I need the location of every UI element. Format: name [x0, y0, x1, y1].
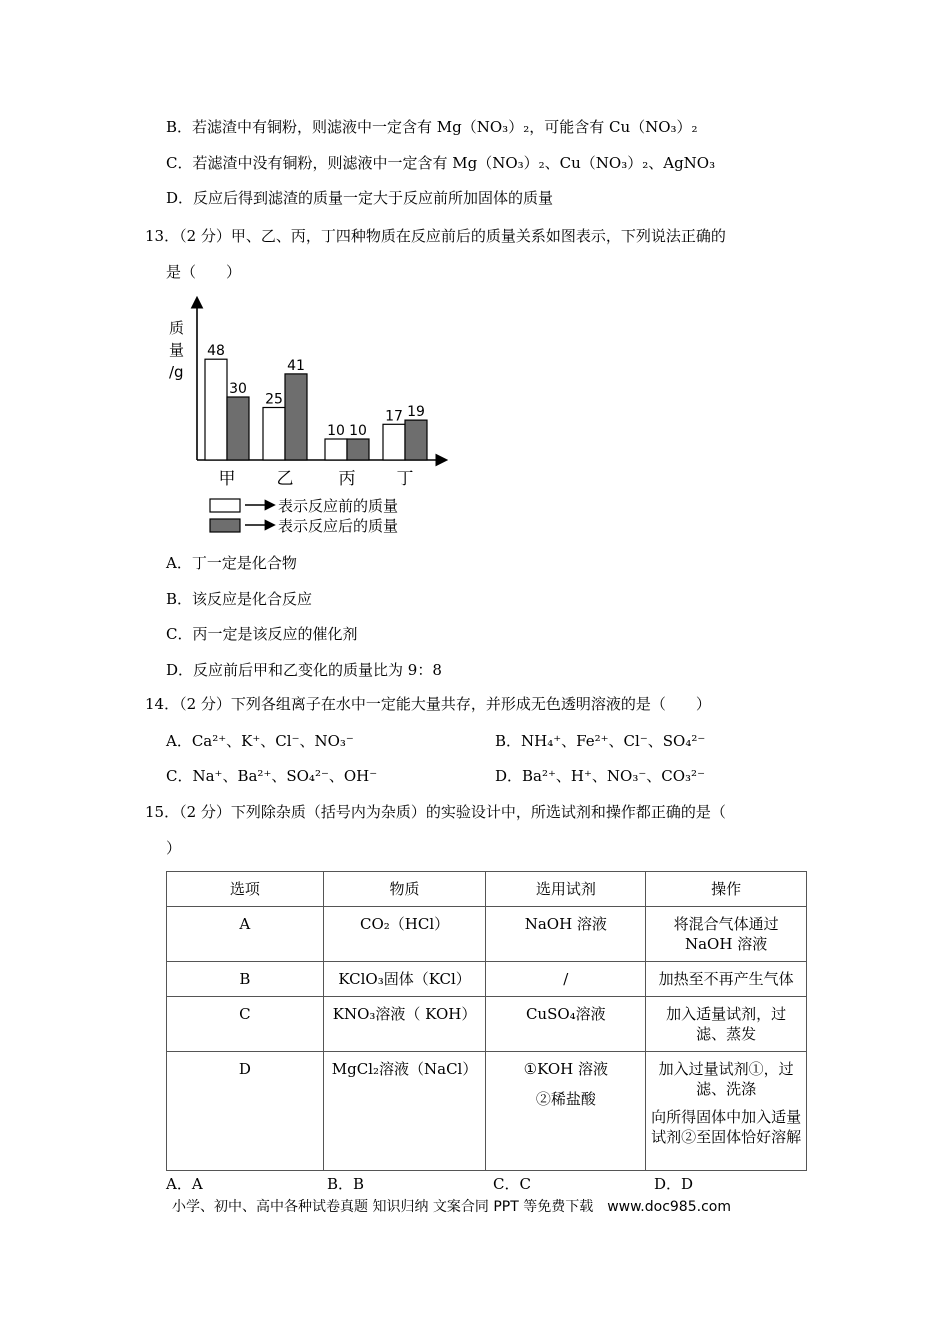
footer-download-note: 小学、初中、高中各种试卷真题 知识归纳 文案合同 PPT 等免费下载 www.doc985.com — [172, 1199, 731, 1215]
category-label: 乙 — [276, 469, 294, 489]
bar-value-label: 10 — [349, 423, 367, 439]
legend-before-label: 表示反应前的质量 — [278, 497, 399, 515]
table-row — [167, 962, 807, 997]
q15-stem-line2: ） — [166, 839, 182, 857]
q14-option-c: C．Na⁺、Ba²⁺、SO₄²⁻、OH⁻ — [166, 767, 378, 785]
bar-after — [227, 397, 249, 460]
table-cell-reagent — [486, 1052, 646, 1171]
legend-after-swatch — [210, 519, 240, 532]
table-cell-substance: MgCl₂溶液（NaCl） — [323, 1052, 486, 1171]
bar-value-label: 10 — [327, 423, 345, 439]
q15-answer-c: C．C — [493, 1175, 531, 1193]
q13-option-b: B．该反应是化合反应 — [166, 590, 313, 608]
table-header: 选用试剂 — [486, 872, 646, 907]
mass-bar-chart — [165, 293, 465, 543]
table-cell-substance: CO₂（HCl） — [323, 907, 486, 962]
bar-after — [405, 420, 427, 460]
q13-stem-line1: 13．（2 分）甲、乙、丙，丁四种物质在反应前后的质量关系如图表示，下列说法正确的 — [145, 227, 726, 245]
reagent-2: ②稀盐酸 — [535, 1090, 596, 1108]
q12-option-c: C．若滤渣中没有铜粉，则滤液中一定含有 Mg（NO₃）₂、Cu（NO₃）₂、AgNO₃ — [166, 154, 716, 172]
q14-option-b: B．NH₄⁺、Fe²⁺、Cl⁻、SO₄²⁻ — [495, 732, 706, 750]
table-cell-reagent: / — [486, 962, 646, 997]
legend-after-label: 表示反应后的质量 — [278, 517, 399, 535]
bar-value-label: 41 — [287, 357, 305, 374]
table-cell-operation — [646, 1052, 807, 1171]
q14-stem: 14．（2 分）下列各组离子在水中一定能大量共存，并形成无色透明溶液的是（ ） — [145, 695, 711, 713]
legend-before-swatch — [210, 499, 240, 512]
table-header: 操作 — [646, 872, 807, 907]
table-header: 选项 — [167, 872, 324, 907]
table-cell-reagent: CuSO₄溶液 — [486, 997, 646, 1052]
reagent-1: ①KOH 溶液 — [523, 1060, 609, 1078]
operation-1: 加入过量试剂①，过滤、洗涤 — [658, 1060, 794, 1098]
q14-option-a: A．Ca²⁺、K⁺、Cl⁻、NO₃⁻ — [166, 732, 354, 750]
q13-option-a: A．丁一定是化合物 — [166, 554, 297, 572]
bar-value-label: 17 — [385, 408, 403, 425]
q15-answer-a: A．A — [166, 1175, 203, 1193]
category-label: 丁 — [396, 469, 414, 489]
table-row — [167, 907, 807, 962]
table-row — [167, 1052, 807, 1171]
bar-value-label: 25 — [265, 391, 283, 408]
bar-after — [347, 439, 369, 460]
bar-before — [205, 359, 227, 460]
table-cell-substance: KClO₃固体（KCl） — [323, 962, 486, 997]
q12-option-d: D．反应后得到滤渣的质量一定大于反应前所加固体的质量 — [166, 189, 554, 207]
bar-value-label: 30 — [229, 381, 247, 397]
table-cell-option: B — [167, 962, 324, 997]
table-header-row — [167, 872, 807, 907]
table-row — [167, 997, 807, 1052]
q15-answer-d: D．D — [654, 1175, 694, 1193]
q15-options-table — [166, 871, 807, 1171]
bar-before — [383, 424, 405, 460]
operation-2: 向所得固体中加入适量试剂②至固体恰好溶解 — [651, 1108, 802, 1146]
table-cell-option: D — [167, 1052, 324, 1171]
bar-value-label: 48 — [207, 343, 225, 360]
table-cell-reagent: NaOH 溶液 — [486, 907, 646, 962]
bar-before — [263, 408, 285, 461]
q13-option-c: C．丙一定是该反应的催化剂 — [166, 625, 358, 643]
category-label: 丙 — [338, 469, 356, 489]
q13-option-d: D．反应前后甲和乙变化的质量比为 9：8 — [166, 661, 442, 679]
bar-before — [325, 439, 347, 460]
chart-y-axis-label: 质量/g — [169, 319, 185, 381]
category-label: 甲 — [218, 469, 236, 489]
q12-option-b: B．若滤渣中有铜粉，则滤液中一定含有 Mg（NO₃）₂，可能含有 Cu（NO₃）₂ — [166, 118, 698, 136]
q15-answer-b: B．B — [327, 1175, 365, 1193]
table-cell-operation: 将混合气体通过 NaOH 溶液 — [646, 907, 807, 962]
table-cell-option: A — [167, 907, 324, 962]
table-header: 物质 — [323, 872, 486, 907]
q13-stem-line2: 是（ ） — [166, 263, 242, 281]
table-cell-operation: 加热至不再产生气体 — [646, 962, 807, 997]
q14-option-d: D．Ba²⁺、H⁺、NO₃⁻、CO₃²⁻ — [495, 767, 705, 785]
q15-stem-line1: 15．（2 分）下列除杂质（括号内为杂质）的实验设计中，所选试剂和操作都正确的是（ — [145, 803, 726, 821]
table-cell-option: C — [167, 997, 324, 1052]
table-cell-substance: KNO₃溶液（ KOH） — [323, 997, 486, 1052]
bar-value-label: 19 — [407, 404, 425, 421]
bar-after — [285, 374, 307, 460]
table-cell-operation: 加入适量试剂，过滤、蒸发 — [646, 997, 807, 1052]
